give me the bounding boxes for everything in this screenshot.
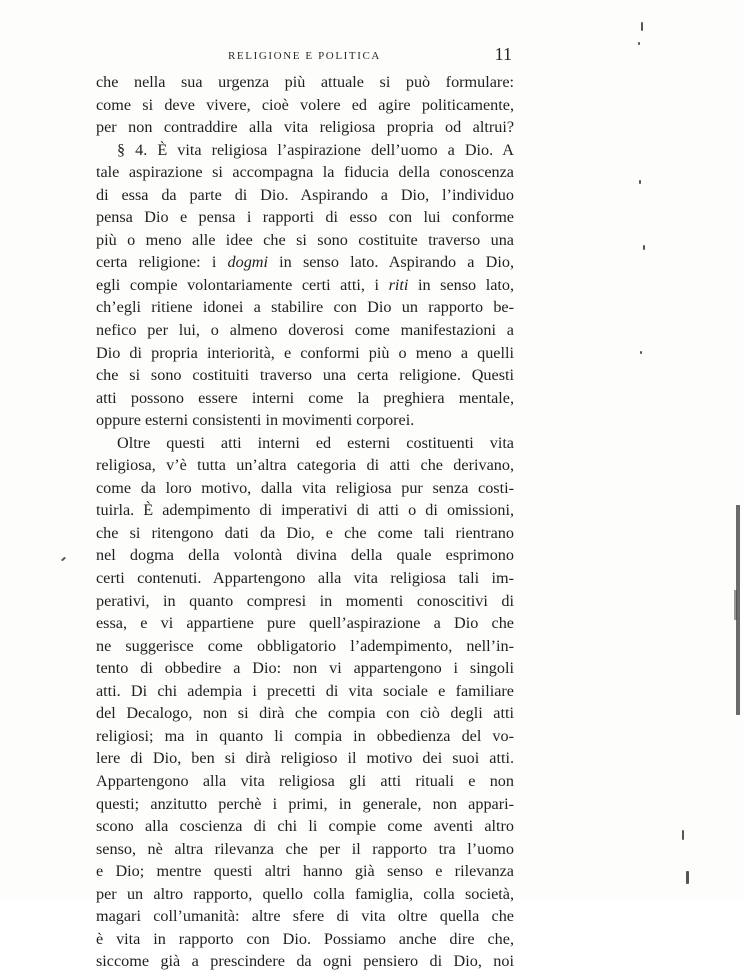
text-line: come da loro motivo, dalla vita religiosa pur senza costi- [96, 478, 514, 497]
paragraph-start-line: Oltre questi atti interni ed esterni costituenti vita [117, 433, 514, 452]
text-line: nefico per lui, o almeno doverosi come manifestazioni a [96, 321, 514, 340]
running-head [96, 46, 514, 68]
text-line [96, 251, 514, 274]
text-line: scono alla coscienza di chi li compie come aventi altro [96, 817, 514, 836]
margin-speck [640, 351, 642, 354]
italic-term-dogmi: dogmi [227, 253, 268, 272]
text-line: tale aspirazione si accompagna la fiducia della conoscenza [96, 163, 514, 182]
text-line: atti. Di chi adempia i precetti di vita sociale e familiare [96, 681, 514, 700]
text-line: è vita in rapporto con Dio. Possiamo anche dire che, [96, 929, 514, 948]
text-line: di essa da parte di Dio. Aspirando a Dio, l’individuo [96, 185, 514, 204]
section-heading-line: § 4. È vita religiosa l’aspirazione dell’uomo a Dio. A [117, 140, 514, 159]
text-line: che si sono costituiti traverso una certa religione. Questi [96, 366, 514, 385]
text-fragment: egli compie volontariamente certi atti, i [96, 275, 379, 294]
text-line: e Dio; mentre questi altri hanno già senso e rilevanza [96, 862, 514, 881]
text-line: perativi, in quanto compresi in momenti conoscitivi di [96, 591, 514, 610]
text-line: che si ritengono dati da Dio, e che come tali rientrano [96, 523, 514, 542]
text-line: Appartengono alla vita religiosa gli atti rituali e non [96, 771, 514, 790]
text-line: nel dogma della volontà divina della quale esprimono [96, 546, 514, 565]
text-line: senso, nè altra rilevanza che per il rapporto tra l’uomo [96, 839, 514, 858]
text-line: Dio di propria interiorità, e conformi più o meno a quelli [96, 343, 514, 362]
text-line: come si deve vivere, cioè volere ed agire politicamente, [96, 95, 514, 114]
body-text [96, 71, 514, 973]
text-line: per non contraddire alla vita religiosa propria od altrui? [96, 118, 514, 137]
text-line: più o meno alle idee che si sono costituite traverso una [96, 230, 514, 249]
margin-speck [686, 871, 689, 884]
text-line: oppure esterni consistenti in movimenti corporei. [96, 411, 415, 430]
margin-speck [638, 42, 640, 45]
text-fragment: in senso lato. Aspirando a Dio, [279, 253, 514, 272]
text-line: che nella sua urgenza più attuale si può formulare: [96, 73, 514, 91]
text-line: del Decalogo, non si dirà che compia con ciò degli atti [96, 704, 514, 723]
text-line: ch’egli ritiene idonei a stabilire con Dio un rapporto be- [96, 298, 514, 317]
margin-speck [61, 557, 66, 562]
text-line: siccome già a prescindere da ogni pensiero di Dio, noi [96, 952, 514, 971]
text-line: tento di obbedire a Dio: non vi appartengono i singoli [96, 659, 514, 678]
margin-speck [639, 180, 641, 184]
margin-speck [641, 22, 643, 31]
text-line: per un altro rapporto, quello colla famiglia, colla società, [96, 884, 514, 903]
text-line: tuirla. È adempimento di imperativi di atti o di omissioni, [96, 501, 514, 520]
text-line: lere di Dio, ben si dirà religioso il motivo dei suoi atti. [96, 749, 514, 768]
text-line: religiosi; ma in quanto li compia in obbedienza del vo- [96, 726, 514, 745]
text-line: ne suggerisce come obbligatorio l’adempimento, nell’in- [96, 636, 514, 655]
text-line: questi; anzitutto perchè i primi, in generale, non appari- [96, 794, 514, 813]
margin-speck [643, 245, 645, 250]
italic-term-riti: riti [388, 275, 409, 294]
text-line: magari coll’umanità: altre sfere di vita oltre quella che [96, 907, 514, 926]
text-line [96, 274, 514, 297]
edge-shadow-mark [734, 590, 737, 620]
text-line: religiosa, v’è tutta un’altra categoria di atti che derivano, [96, 456, 514, 475]
text-line: essa, e vi appartiene pure quell’aspirazione a Dio che [96, 614, 514, 633]
page-number: 11 [494, 44, 512, 64]
text-fragment: certa religione: i [96, 253, 217, 272]
running-title: RELIGIONE E POLITICA [228, 50, 381, 62]
text-line: pensa Dio e pensa i rapporti di esso con lui conforme [96, 208, 514, 227]
text-line: certi contenuti. Appartengono alla vita religiosa tali im- [96, 569, 514, 588]
text-fragment: in senso lato, [417, 275, 515, 294]
text-line: atti possono essere interni come la preghiera mentale, [96, 388, 514, 407]
margin-speck [682, 830, 684, 840]
